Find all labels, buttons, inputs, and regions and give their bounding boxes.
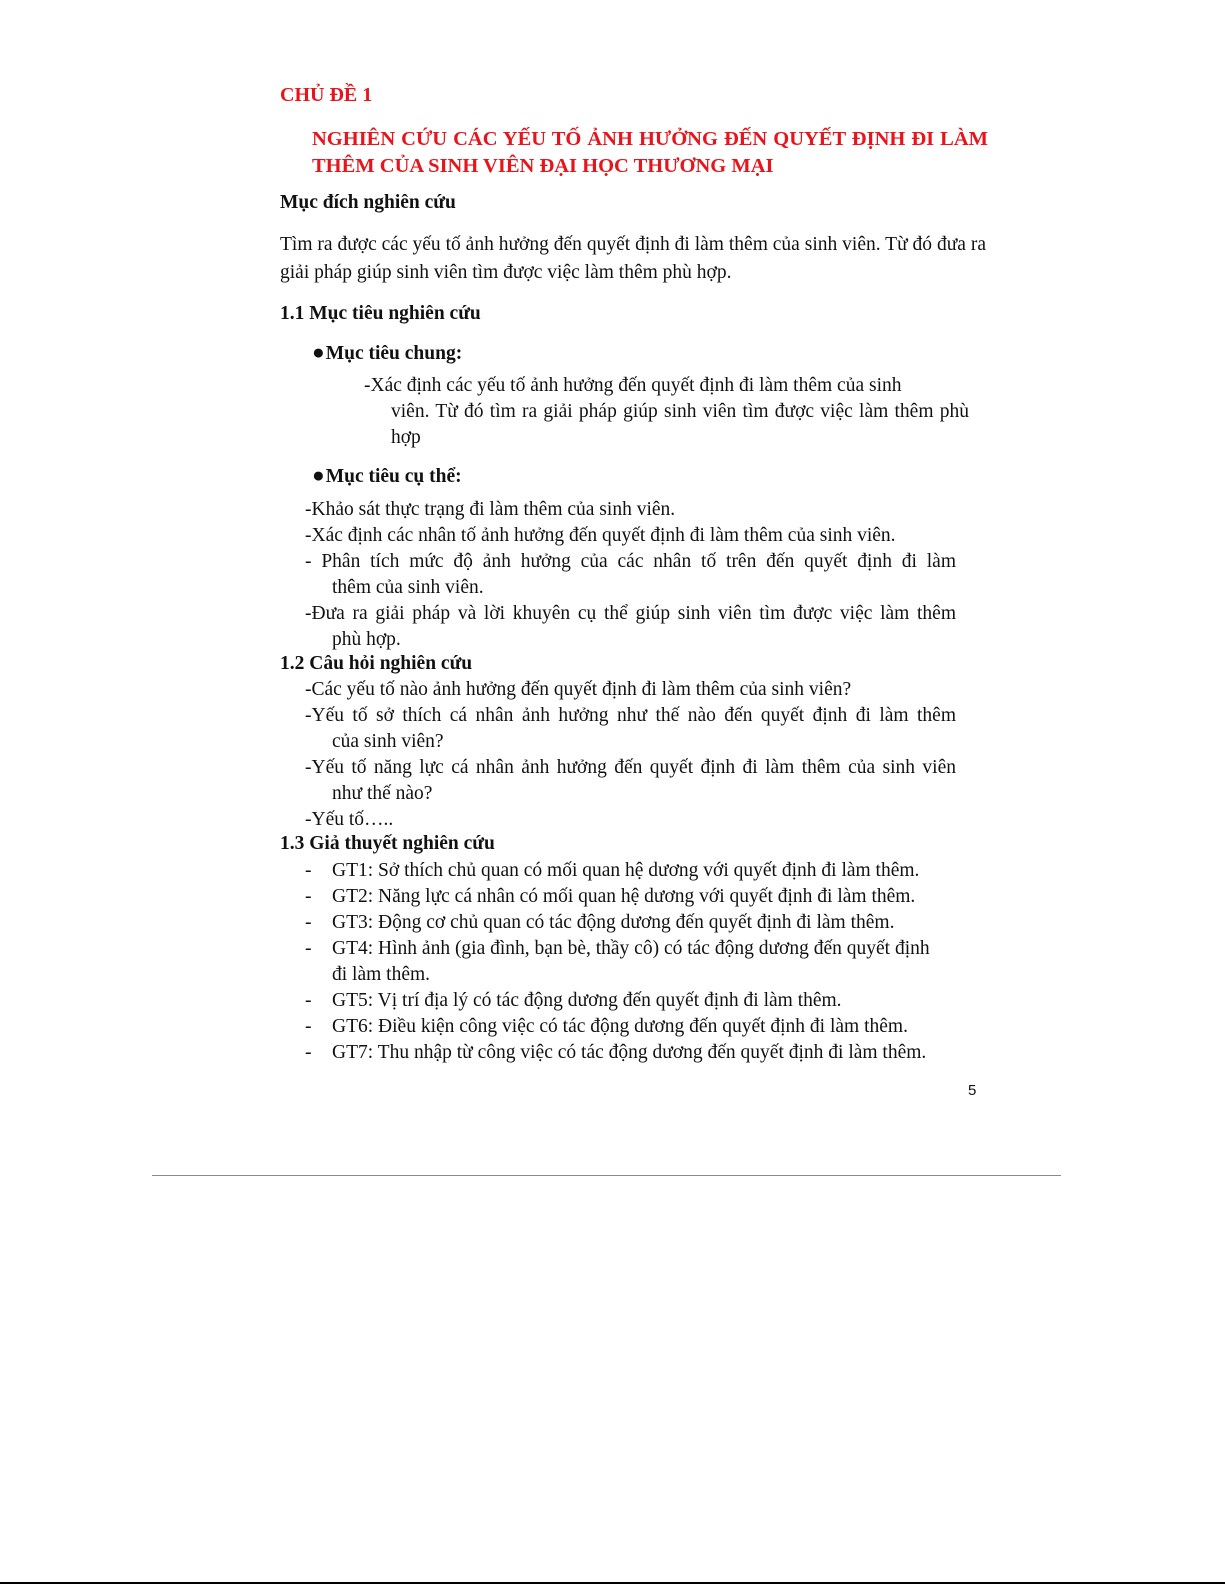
list-item-cont: của sinh viên?	[332, 731, 444, 752]
list-item: -Yếu tố sở thích cá nhân ảnh hưởng như thế nào đến quyết định đi làm thêm	[305, 705, 956, 726]
list-item: - GT5: Vị trí địa lý có tác động dương đến quyết định đi làm thêm.	[305, 990, 842, 1011]
purpose-heading: Mục đích nghiên cứu	[280, 192, 456, 213]
list-item: -Yếu tố…..	[305, 809, 394, 830]
document-title: NGHIÊN CỨU CÁC YẾU TỐ ẢNH HƯỞNG ĐẾN QUYẾT ĐỊNH ĐI LÀM THÊM CỦA SINH VIÊN ĐẠI HỌC THƯƠNG MẠI	[312, 128, 988, 177]
list-item-cont: thêm của sinh viên.	[332, 577, 484, 598]
list-item: - GT7: Thu nhập từ công việc có tác động dương đến quyết định đi làm thêm.	[305, 1042, 927, 1063]
bullet-icon: ●	[312, 463, 325, 487]
page-number: 5	[968, 1082, 977, 1099]
list-item-cont: phù hợp.	[332, 629, 401, 650]
general-first-line: -Xác định các yếu tố ảnh hưởng đến quyết định đi làm thêm của sinh	[364, 375, 902, 396]
list-item: - GT6: Điều kiện công việc có tác động dương đến quyết định đi làm thêm.	[305, 1016, 908, 1037]
page-divider	[152, 1175, 1061, 1176]
questions-list	[305, 677, 970, 833]
objectives-heading: 1.1 Mục tiêu nghiên cứu	[280, 303, 481, 324]
general-rest: viên. Từ đó tìm ra giải pháp giúp sinh viên tìm được việc làm thêm phù hợp	[391, 401, 969, 448]
list-item: -Đưa ra giải pháp và lời khuyên cụ thể giúp sinh viên tìm được việc làm thêm	[305, 603, 956, 624]
list-item-cont: như thế nào?	[332, 783, 433, 804]
list-item: - GT1: Sở thích chủ quan có mối quan hệ dương với quyết định đi làm thêm.	[305, 860, 920, 881]
list-item: - Phân tích mức độ ảnh hưởng của các nhân tố trên đến quyết định đi làm	[305, 551, 956, 572]
list-item: - GT3: Động cơ chủ quan có tác động dương đến quyết định đi làm thêm.	[305, 912, 895, 933]
general-objective-text	[364, 373, 969, 451]
hypotheses-heading: 1.3 Giả thuyết nghiên cứu	[280, 833, 495, 854]
bullet-icon: ●	[312, 340, 325, 364]
list-item: - GT2: Năng lực cá nhân có mối quan hệ dương với quyết định đi làm thêm.	[305, 886, 916, 907]
topic-label: CHỦ ĐỀ 1	[280, 84, 373, 106]
bottom-border	[0, 1582, 1225, 1584]
list-item: -Yếu tố năng lực cá nhân ảnh hưởng đến quyết định đi làm thêm của sinh viên	[305, 757, 956, 778]
list-item: -Xác định các nhân tố ảnh hưởng đến quyết định đi làm thêm của sinh viên.	[305, 525, 896, 546]
list-item: - GT4: Hình ảnh (gia đình, bạn bè, thầy cô) có tác động dương đến quyết định	[305, 938, 930, 959]
general-objective-heading: ●Mục tiêu chung:	[312, 340, 463, 364]
specific-objectives-list	[305, 497, 970, 653]
questions-heading: 1.2 Câu hỏi nghiên cứu	[280, 653, 473, 674]
hypotheses-list	[305, 858, 987, 1066]
specific-objective-heading: ●Mục tiêu cụ thể:	[312, 463, 462, 487]
purpose-text: Tìm ra được các yếu tố ảnh hưởng đến quyết định đi làm thêm của sinh viên. Từ đó đưa ra giải pháp giúp sinh viên tìm được việc làm thêm phù hợp.	[280, 234, 986, 283]
list-item: -Các yếu tố nào ảnh hưởng đến quyết định đi làm thêm của sinh viên?	[305, 679, 852, 700]
list-item-cont: đi làm thêm.	[332, 964, 431, 985]
list-item: -Khảo sát thực trạng đi làm thêm của sinh viên.	[305, 499, 676, 520]
